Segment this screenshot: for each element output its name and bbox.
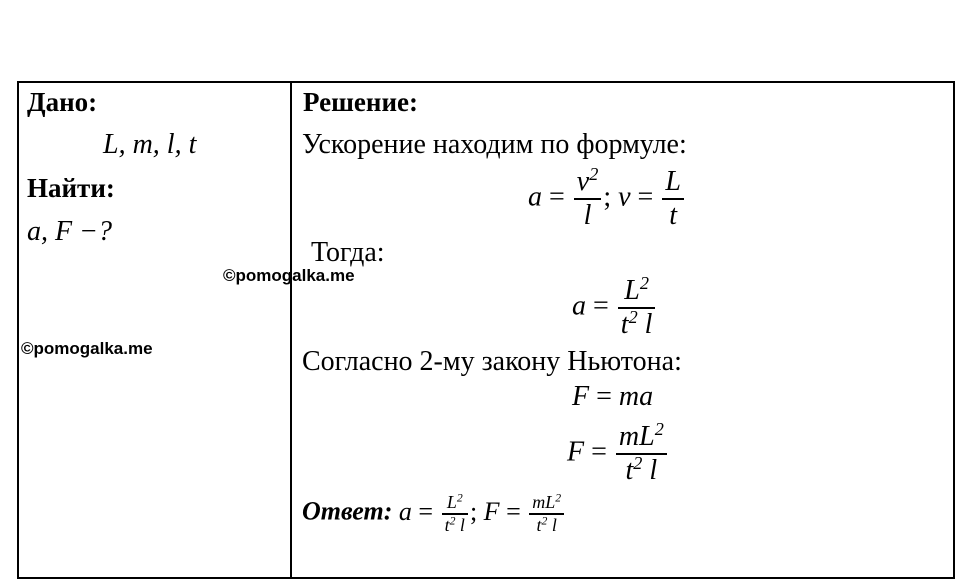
watermark: ©pomogalka.me xyxy=(223,266,355,285)
answer-label: Ответ: xyxy=(302,496,393,526)
find-values: a, F −? xyxy=(27,216,112,247)
formula-a-result: a = $\frac{L^2}{t^2 l}$ xyxy=(572,275,657,341)
formula-f-ma: F = ma xyxy=(572,381,654,412)
find-heading: Найти: xyxy=(27,173,115,203)
formula-f-result: F = $\frac{mL^2}{t^2 l}$ xyxy=(567,421,669,487)
given-heading: Дано: xyxy=(27,87,98,117)
column-divider xyxy=(290,81,292,579)
answer-line: Ответ: a = $\frac{L^2}{t^2 l}$ ; F = $\frac{mL^2}{t^2 l}$ xyxy=(302,492,566,535)
then-label: Тогда: xyxy=(311,237,385,268)
solution-heading: Решение: xyxy=(303,87,418,117)
given-values: L, m, l, t xyxy=(103,129,197,160)
formula-acceleration: a = $\frac{v^2}{l}$ ; v = $\frac{L}{t}$ xyxy=(528,166,686,232)
watermark: ©pomogalka.me xyxy=(21,339,153,358)
formula-intro: Ускорение находим по формуле: xyxy=(302,129,687,160)
newton-law-label: Согласно 2-му закону Ньютона: xyxy=(302,346,682,377)
